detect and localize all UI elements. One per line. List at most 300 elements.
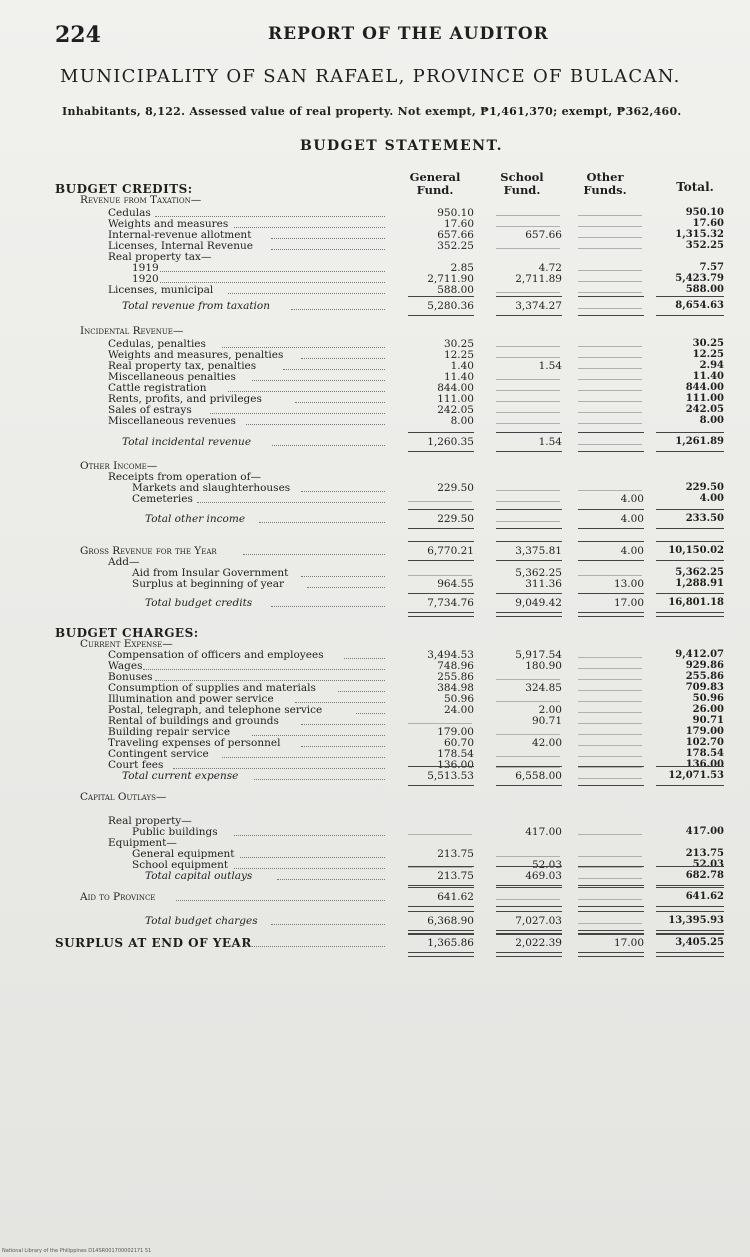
dot-leader (301, 724, 385, 725)
empty-cell-line (578, 379, 642, 380)
column-header-other-funds: Other Funds. (583, 170, 627, 197)
cell-sch: 9,049.42 (515, 597, 562, 609)
empty-cell-line (578, 756, 642, 757)
table-row (0, 791, 750, 803)
double-rule (578, 952, 644, 957)
dot-leader (301, 491, 385, 492)
row-label: Add— (108, 556, 140, 568)
column-header-school-fund: School Fund. (500, 170, 544, 197)
sum-rule (578, 296, 644, 297)
empty-cell-line (578, 923, 642, 924)
cell-gen: 3,494.53 (427, 649, 474, 661)
row-label: Sales of estrays (108, 404, 192, 416)
table-row (0, 891, 750, 903)
cell-gen: 11.40 (443, 371, 474, 383)
cell-oth: 4.00 (620, 545, 644, 557)
row-label: Total current expense (122, 770, 239, 782)
column-header-total: Total. (676, 180, 714, 194)
row-label: Weights and measures, penalties (108, 349, 284, 361)
cell-sch: 324.85 (525, 682, 562, 694)
empty-cell-line (496, 215, 560, 216)
total-rule (578, 315, 644, 316)
sum-rule (408, 866, 474, 867)
cell-sch: 311.36 (525, 578, 562, 590)
sum-rule (578, 887, 644, 888)
table-row (0, 194, 750, 206)
sum-rule (578, 432, 644, 433)
cell-sch: 2,711.89 (515, 273, 562, 285)
page-number: 224 (55, 22, 101, 48)
sum-rule (656, 887, 724, 888)
sum-rule (408, 509, 474, 510)
cell-gen: 748.96 (437, 660, 474, 672)
cell-tot: 10,150.02 (668, 545, 724, 556)
sum-rule (656, 432, 724, 433)
sum-rule (408, 887, 474, 888)
cell-tot: 1,288.91 (675, 578, 724, 589)
cell-gen: 242.05 (437, 404, 474, 416)
row-label: Receipts from operation of— (108, 471, 262, 483)
table-row (0, 578, 750, 590)
cell-gen: 60.70 (443, 737, 474, 749)
sum-rule (408, 432, 474, 433)
scan-footer: National Library of the Philippines D14SR001700002171 51 (2, 1248, 152, 1254)
cell-tot: 7.57 (699, 262, 724, 273)
cell-sch: 5,362.25 (515, 567, 562, 579)
column-header-general-fund: General Fund. (409, 170, 461, 197)
dot-leader (155, 680, 385, 681)
sum-rule (496, 911, 562, 912)
row-label: Equipment— (108, 837, 177, 849)
cell-gen: 1,365.86 (427, 937, 474, 949)
cell-tot: 2.94 (699, 360, 724, 371)
cell-gen: 178.54 (437, 748, 474, 760)
table-row (0, 493, 750, 505)
sum-rule (578, 593, 644, 594)
row-label: Public buildings (132, 826, 218, 838)
empty-cell-line (578, 712, 642, 713)
double-rule (578, 612, 644, 617)
empty-cell-line (578, 575, 642, 576)
row-label: Compensation of officers and employees (108, 649, 324, 661)
sum-rule (578, 911, 644, 912)
cell-oth: 4.00 (620, 513, 644, 525)
row-label: Total budget credits (145, 597, 253, 609)
cell-tot: 641.62 (685, 891, 724, 902)
cell-gen: 30.25 (443, 338, 474, 350)
total-rule (578, 451, 644, 452)
dot-leader (271, 249, 385, 250)
row-label: Aid from Insular Government (132, 567, 289, 579)
empty-cell-line (578, 270, 642, 271)
empty-cell-line (578, 237, 642, 238)
cell-tot: 242.05 (685, 404, 724, 415)
dot-leader (338, 691, 385, 692)
row-label: Current Expense— (80, 638, 173, 650)
row-label: Internal-revenue allotment (108, 229, 252, 241)
empty-cell-line (578, 423, 642, 424)
cell-gen: 50.96 (443, 693, 474, 705)
sum-rule (496, 766, 562, 767)
cell-tot: 179.00 (685, 726, 724, 737)
row-label: Licenses, Internal Revenue (108, 240, 253, 252)
cell-tot: 178.54 (685, 748, 724, 759)
cell-tot: 213.75 (685, 848, 724, 859)
cell-sch: 52.03 (531, 859, 562, 871)
empty-cell-line (578, 401, 642, 402)
total-rule (496, 528, 562, 529)
sum-rule (496, 541, 562, 542)
row-label: Illumination and power service (108, 693, 274, 705)
total-rule (408, 785, 474, 786)
dot-leader (243, 554, 385, 555)
row-label: Total incidental revenue (122, 436, 252, 448)
cell-gen: 641.62 (437, 891, 474, 903)
row-label: Total budget charges (145, 915, 258, 927)
dot-leader (307, 587, 385, 588)
empty-cell-line (496, 379, 560, 380)
sum-rule (408, 296, 474, 297)
row-label: Real property— (108, 815, 192, 827)
cell-sch: 4.72 (538, 262, 562, 274)
cell-gen: 6,368.90 (427, 915, 474, 927)
cell-sch: 1.54 (538, 436, 562, 448)
empty-cell-line (408, 575, 472, 576)
empty-cell-line (496, 767, 560, 768)
cell-tot: 588.00 (685, 284, 724, 295)
row-label: Building repair service (108, 726, 231, 738)
row-label: Other Income— (80, 460, 158, 472)
dot-leader (259, 522, 385, 523)
sum-rule (496, 866, 562, 867)
row-label: Cemeteries (132, 493, 193, 505)
cell-tot: 682.78 (685, 870, 724, 881)
cell-tot: 13,395.93 (668, 915, 724, 926)
dot-leader (271, 238, 385, 239)
cell-tot: 229.50 (685, 482, 724, 493)
cell-gen: 2.85 (450, 262, 474, 274)
sum-rule (578, 866, 644, 867)
row-label: Postal, telegraph, and telephone service (108, 704, 323, 716)
cell-tot: 16,801.18 (668, 597, 724, 608)
empty-cell-line (578, 346, 642, 347)
cell-tot: 17.60 (692, 218, 724, 229)
dot-leader (234, 835, 385, 836)
cell-tot: 90.71 (692, 715, 724, 726)
row-label: Contingent service (108, 748, 209, 760)
empty-cell-line (496, 346, 560, 347)
total-rule (496, 906, 562, 907)
empty-cell-line (578, 281, 642, 282)
empty-cell-line (578, 867, 642, 868)
table-row (0, 325, 750, 337)
cell-sch: 42.00 (531, 737, 562, 749)
row-label: Total other income (145, 513, 246, 525)
sum-rule (656, 541, 724, 542)
sum-rule (656, 766, 724, 767)
running-head: REPORT OF THE AUDITOR (268, 24, 549, 44)
table-row (0, 513, 750, 525)
empty-cell-line (496, 490, 560, 491)
total-rule (656, 315, 724, 316)
empty-cell-line (496, 501, 560, 502)
row-label: Consumption of supplies and materials (108, 682, 316, 694)
row-label: Gross Revenue for the Year (80, 545, 217, 557)
cell-sch: 2,022.39 (515, 937, 562, 949)
dot-leader (295, 402, 385, 403)
cell-gen: 12.25 (443, 349, 474, 361)
cell-sch: 3,375.81 (515, 545, 562, 557)
cell-tot: 52.03 (692, 859, 724, 870)
dot-leader (143, 669, 386, 670)
total-rule (656, 785, 724, 786)
sum-rule (408, 593, 474, 594)
dot-leader (252, 380, 385, 381)
cell-tot: 111.00 (685, 393, 724, 404)
dot-leader (234, 227, 385, 228)
sum-rule (496, 593, 562, 594)
sum-rule (578, 541, 644, 542)
total-rule (496, 785, 562, 786)
empty-cell-line (578, 657, 642, 658)
cell-gen: 384.98 (437, 682, 474, 694)
dot-leader (160, 282, 385, 283)
cell-gen: 588.00 (437, 284, 474, 296)
double-rule (408, 612, 474, 617)
row-label: 1919 (132, 262, 159, 274)
cell-gen: 136.00 (437, 759, 474, 771)
cell-tot: 844.00 (685, 382, 724, 393)
dot-leader (240, 857, 385, 858)
row-label: BUDGET CHARGES: (55, 626, 199, 640)
dot-leader (155, 216, 385, 217)
empty-cell-line (578, 856, 642, 857)
row-label: Traveling expenses of personnel (108, 737, 281, 749)
dot-leader (291, 309, 385, 310)
cell-sch: 1.54 (538, 360, 562, 372)
cell-gen: 7,734.76 (427, 597, 474, 609)
sum-rule (578, 933, 644, 934)
double-rule (656, 952, 724, 957)
cell-gen: 964.55 (437, 578, 474, 590)
empty-cell-line (496, 756, 560, 757)
total-rule (656, 885, 724, 886)
dot-leader (160, 271, 385, 272)
cell-tot: 136.00 (685, 759, 724, 770)
sum-rule (408, 766, 474, 767)
municipality-title: MUNICIPALITY OF SAN RAFAEL, PROVINCE OF BULACAN. (60, 66, 681, 87)
cell-sch: 6,558.00 (515, 770, 562, 782)
empty-cell-line (496, 248, 560, 249)
sum-rule (496, 887, 562, 888)
empty-cell-line (408, 501, 472, 502)
empty-cell-line (578, 767, 642, 768)
cell-gen: 5,280.36 (427, 300, 474, 312)
dot-leader (295, 702, 385, 703)
cell-gen: 5,513.53 (427, 770, 474, 782)
empty-cell-line (578, 248, 642, 249)
row-label: SURPLUS AT END OF YEAR (55, 936, 252, 950)
table-row (0, 597, 750, 609)
empty-cell-line (496, 357, 560, 358)
dot-leader (271, 924, 385, 925)
total-rule (578, 906, 644, 907)
empty-cell-line (578, 368, 642, 369)
row-label: Bonuses (108, 671, 153, 683)
table-row (0, 436, 750, 448)
cell-gen: 1.40 (450, 360, 474, 372)
total-rule (408, 906, 474, 907)
cell-tot: 352.25 (685, 240, 724, 251)
table-row (0, 284, 750, 296)
sum-rule (408, 933, 474, 934)
cell-tot: 50.96 (692, 693, 724, 704)
double-rule (496, 612, 562, 617)
sum-rule (408, 911, 474, 912)
row-label: Licenses, municipal (108, 284, 214, 296)
empty-cell-line (408, 834, 472, 835)
dot-leader (246, 424, 385, 425)
dot-leader (197, 502, 385, 503)
cell-sch: 180.90 (525, 660, 562, 672)
table-row (0, 770, 750, 782)
cell-tot: 929.86 (685, 660, 724, 671)
sum-rule (656, 866, 724, 867)
cell-gen: 8.00 (450, 415, 474, 427)
empty-cell-line (578, 690, 642, 691)
table-row (0, 915, 750, 927)
table-row (0, 415, 750, 427)
empty-cell-line (578, 834, 642, 835)
empty-cell-line (408, 867, 472, 868)
row-label: Real property tax— (108, 251, 212, 263)
double-rule (408, 952, 474, 957)
total-rule (408, 315, 474, 316)
total-rule (578, 885, 644, 886)
total-rule (408, 885, 474, 886)
cell-tot: 3,405.25 (675, 937, 724, 948)
empty-cell-line (578, 701, 642, 702)
cell-sch: 417.00 (525, 826, 562, 838)
sum-rule (656, 593, 724, 594)
total-rule (496, 451, 562, 452)
empty-cell-line (578, 444, 642, 445)
row-label: Miscellaneous penalties (108, 371, 236, 383)
cell-tot: 5,423.79 (675, 273, 724, 284)
dot-leader (176, 900, 386, 901)
empty-cell-line (496, 412, 560, 413)
dot-leader (344, 658, 385, 659)
table-row (0, 937, 750, 949)
sum-rule (496, 296, 562, 297)
cell-sch: 469.03 (525, 870, 562, 882)
row-label: Court fees (108, 759, 164, 771)
row-label: Real property tax, penalties (108, 360, 257, 372)
empty-cell-line (578, 390, 642, 391)
cell-gen: 24.00 (443, 704, 474, 716)
cell-tot: 102.70 (685, 737, 724, 748)
cell-tot: 8.00 (699, 415, 724, 426)
cell-sch: 7,027.03 (515, 915, 562, 927)
total-rule (408, 451, 474, 452)
cell-tot: 1,315.32 (675, 229, 724, 240)
row-label: School equipment (132, 859, 229, 871)
dot-leader (228, 391, 385, 392)
row-label: BUDGET CREDITS: (55, 182, 193, 196)
row-label: Aid to Province (80, 891, 156, 903)
empty-cell-line (578, 668, 642, 669)
total-rule (496, 315, 562, 316)
empty-cell-line (496, 734, 560, 735)
cell-tot: 255.86 (685, 671, 724, 682)
cell-tot: 26.00 (692, 704, 724, 715)
empty-cell-line (578, 226, 642, 227)
empty-cell-line (578, 723, 642, 724)
row-label: Cedulas (108, 207, 151, 219)
row-label: Total capital outlays (145, 870, 253, 882)
statement-title: BUDGET STATEMENT. (300, 138, 504, 154)
dot-leader (277, 879, 385, 880)
table-row (0, 300, 750, 312)
dot-leader (210, 413, 385, 414)
empty-cell-line (496, 423, 560, 424)
empty-cell-line (578, 778, 642, 779)
empty-cell-line (578, 734, 642, 735)
cell-sch: 90.71 (531, 715, 562, 727)
row-label: Capital Outlays— (80, 791, 167, 803)
row-label: Markets and slaughterhouses (132, 482, 291, 494)
row-label: Weights and measures (108, 218, 229, 230)
table-row (0, 870, 750, 882)
cell-tot: 233.50 (685, 513, 724, 524)
cell-tot: 8,654.63 (675, 300, 724, 311)
sum-rule (656, 296, 724, 297)
cell-oth: 4.00 (620, 493, 644, 505)
row-label: 1920 (132, 273, 159, 285)
sum-rule (656, 933, 724, 934)
cell-tot: 12.25 (692, 349, 724, 360)
row-label: Revenue from Taxation— (80, 194, 202, 206)
sum-rule (496, 432, 562, 433)
empty-cell-line (578, 679, 642, 680)
cell-oth: 17.00 (613, 937, 644, 949)
dot-leader (301, 576, 385, 577)
dot-leader (252, 735, 385, 736)
empty-cell-line (408, 723, 472, 724)
dot-leader (356, 713, 385, 714)
empty-cell-line (496, 226, 560, 227)
dot-leader (301, 358, 385, 359)
cell-tot: 12,071.53 (668, 770, 724, 781)
empty-cell-line (578, 357, 642, 358)
row-label: General equipment (132, 848, 235, 860)
cell-sch: 5,917.54 (515, 649, 562, 661)
cell-tot: 709.83 (685, 682, 724, 693)
empty-cell-line (578, 308, 642, 309)
sum-rule (578, 766, 644, 767)
dot-leader (222, 347, 385, 348)
row-label: Incidental Revenue— (80, 325, 184, 337)
sum-rule (496, 933, 562, 934)
cell-gen: 844.00 (437, 382, 474, 394)
empty-cell-line (496, 701, 560, 702)
cell-gen: 179.00 (437, 726, 474, 738)
cell-gen: 657.66 (437, 229, 474, 241)
empty-cell-line (496, 401, 560, 402)
sum-rule (496, 509, 562, 510)
empty-cell-line (496, 292, 560, 293)
sum-rule (578, 509, 644, 510)
